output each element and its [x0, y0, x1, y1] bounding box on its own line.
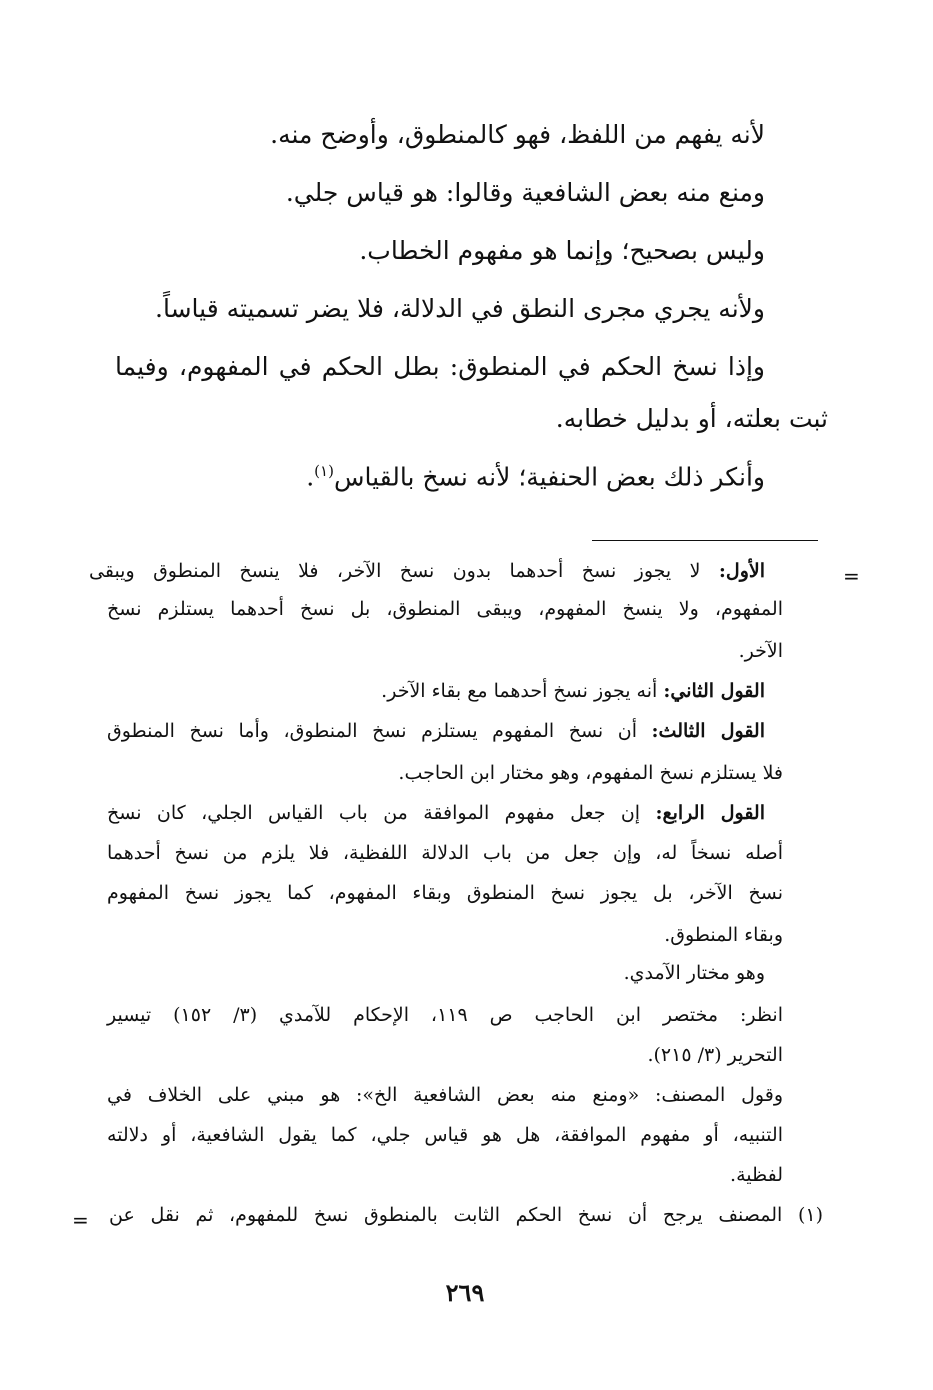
footnote-q1-line-2: المفهوم، ولا ينسخ المفهوم، ويبقى المنطوق، بل نسخ أحدهما يستلزم نسخ: [107, 598, 783, 620]
main-line-6: ثبت بعلته، أو بدليل خطابه.: [555, 404, 828, 433]
continuation-mark: =: [843, 564, 860, 588]
footnote-q3-line-1: [107, 720, 765, 742]
q4-label: القول الرابع:: [655, 802, 765, 824]
footnote-ref-line-1: انظر: مختصر ابن الحاجب ص ١١٩، الإحكام للآمدي (٣/ ١٥٢) تيسير: [107, 1004, 784, 1026]
footnote-author-line-1: وقول المصنف: «ومنع منه بعض الشافعية الخ»: هو مبني على الخلاف في: [107, 1084, 783, 1106]
main-line-7: [306, 462, 765, 491]
q2-text: أنه يجوز نسخ أحدهما مع بقاء الآخر.: [381, 680, 658, 702]
footnote-1-continuation-mark: =: [72, 1208, 89, 1232]
footnote-q4-line-1: [107, 802, 765, 824]
page-number: ٢٦٩: [445, 1278, 485, 1307]
main-line-5: وإذا نسخ الحكم في المنطوق: بطل الحكم في المفهوم، وفيما: [115, 352, 765, 381]
footnote-author-line-3: لفظية.: [730, 1164, 783, 1186]
q1-text: لا يجوز نسخ أحدهما بدون نسخ الآخر، فلا ينسخ المنطوق ويبقى: [89, 560, 701, 582]
footnote-q2-line-1: [381, 680, 765, 702]
main-line-2: ومنع منه بعض الشافعية وقالوا: هو قياس جلي.: [285, 178, 765, 207]
q3-text: أن نسخ المفهوم يستلزم نسخ المنطوق، وأما نسخ المنطوق: [107, 720, 637, 742]
footnote-q3-line-2: فلا يستلزم نسخ المفهوم، وهو مختار ابن الحاجب.: [398, 762, 783, 784]
footnote-q4-line-2: أصله نسخاً له، وإن جعل من باب الدلالة اللفظية، فلا يلزم من نسخ أحدهما: [107, 842, 783, 864]
q3-label: القول الثالث:: [651, 720, 765, 742]
footnote-ref-1: (١): [314, 462, 334, 480]
footnote-1-line-1: (١) المصنف يرجح أن نسخ الحكم الثابت بالمنطوق نسخ للمفهوم، ثم نقل عن: [109, 1204, 823, 1226]
footnote-q4-line-4: وبقاء المنطوق.: [664, 924, 783, 946]
main-line-3: وليس بصحيح؛ وإنما هو مفهوم الخطاب.: [359, 236, 765, 265]
q2-label: القول الثاني:: [663, 680, 765, 702]
footnote-q1-line-3: الآخر.: [738, 640, 783, 662]
q1-label: الأول:: [718, 560, 765, 582]
footnote-q1-line-1: [89, 560, 765, 582]
footnote-amidi: وهو مختار الآمدي.: [623, 962, 765, 984]
q4-text: إن جعل مفهوم الموافقة من باب القياس الجلي، كان نسخ: [107, 802, 641, 824]
main-line-4: ولأنه يجري مجرى النطق في الدلالة، فلا يضر تسميته قياساً.: [155, 294, 765, 323]
main-line-1: لأنه يفهم من اللفظ، فهو كالمنطوق، وأوضح منه.: [270, 120, 765, 149]
main-line-7-end: .: [306, 462, 315, 492]
footnote-author-line-2: التنبيه، أو مفهوم الموافقة، هل هو قياس جلي، كما يقول الشافعية، أو دلالته: [107, 1124, 783, 1146]
main-line-7-text: وأنكر ذلك بعض الحنفية؛ لأنه نسخ بالقياس: [333, 462, 765, 492]
footnote-q4-line-3: نسخ الآخر، بل يجوز نسخ المنطوق وبقاء المفهوم، كما يجوز نسخ المفهوم: [107, 882, 783, 904]
footnote-separator: [592, 540, 818, 541]
footnote-ref-line-2: التحرير (٣/ ٢١٥).: [647, 1044, 783, 1066]
